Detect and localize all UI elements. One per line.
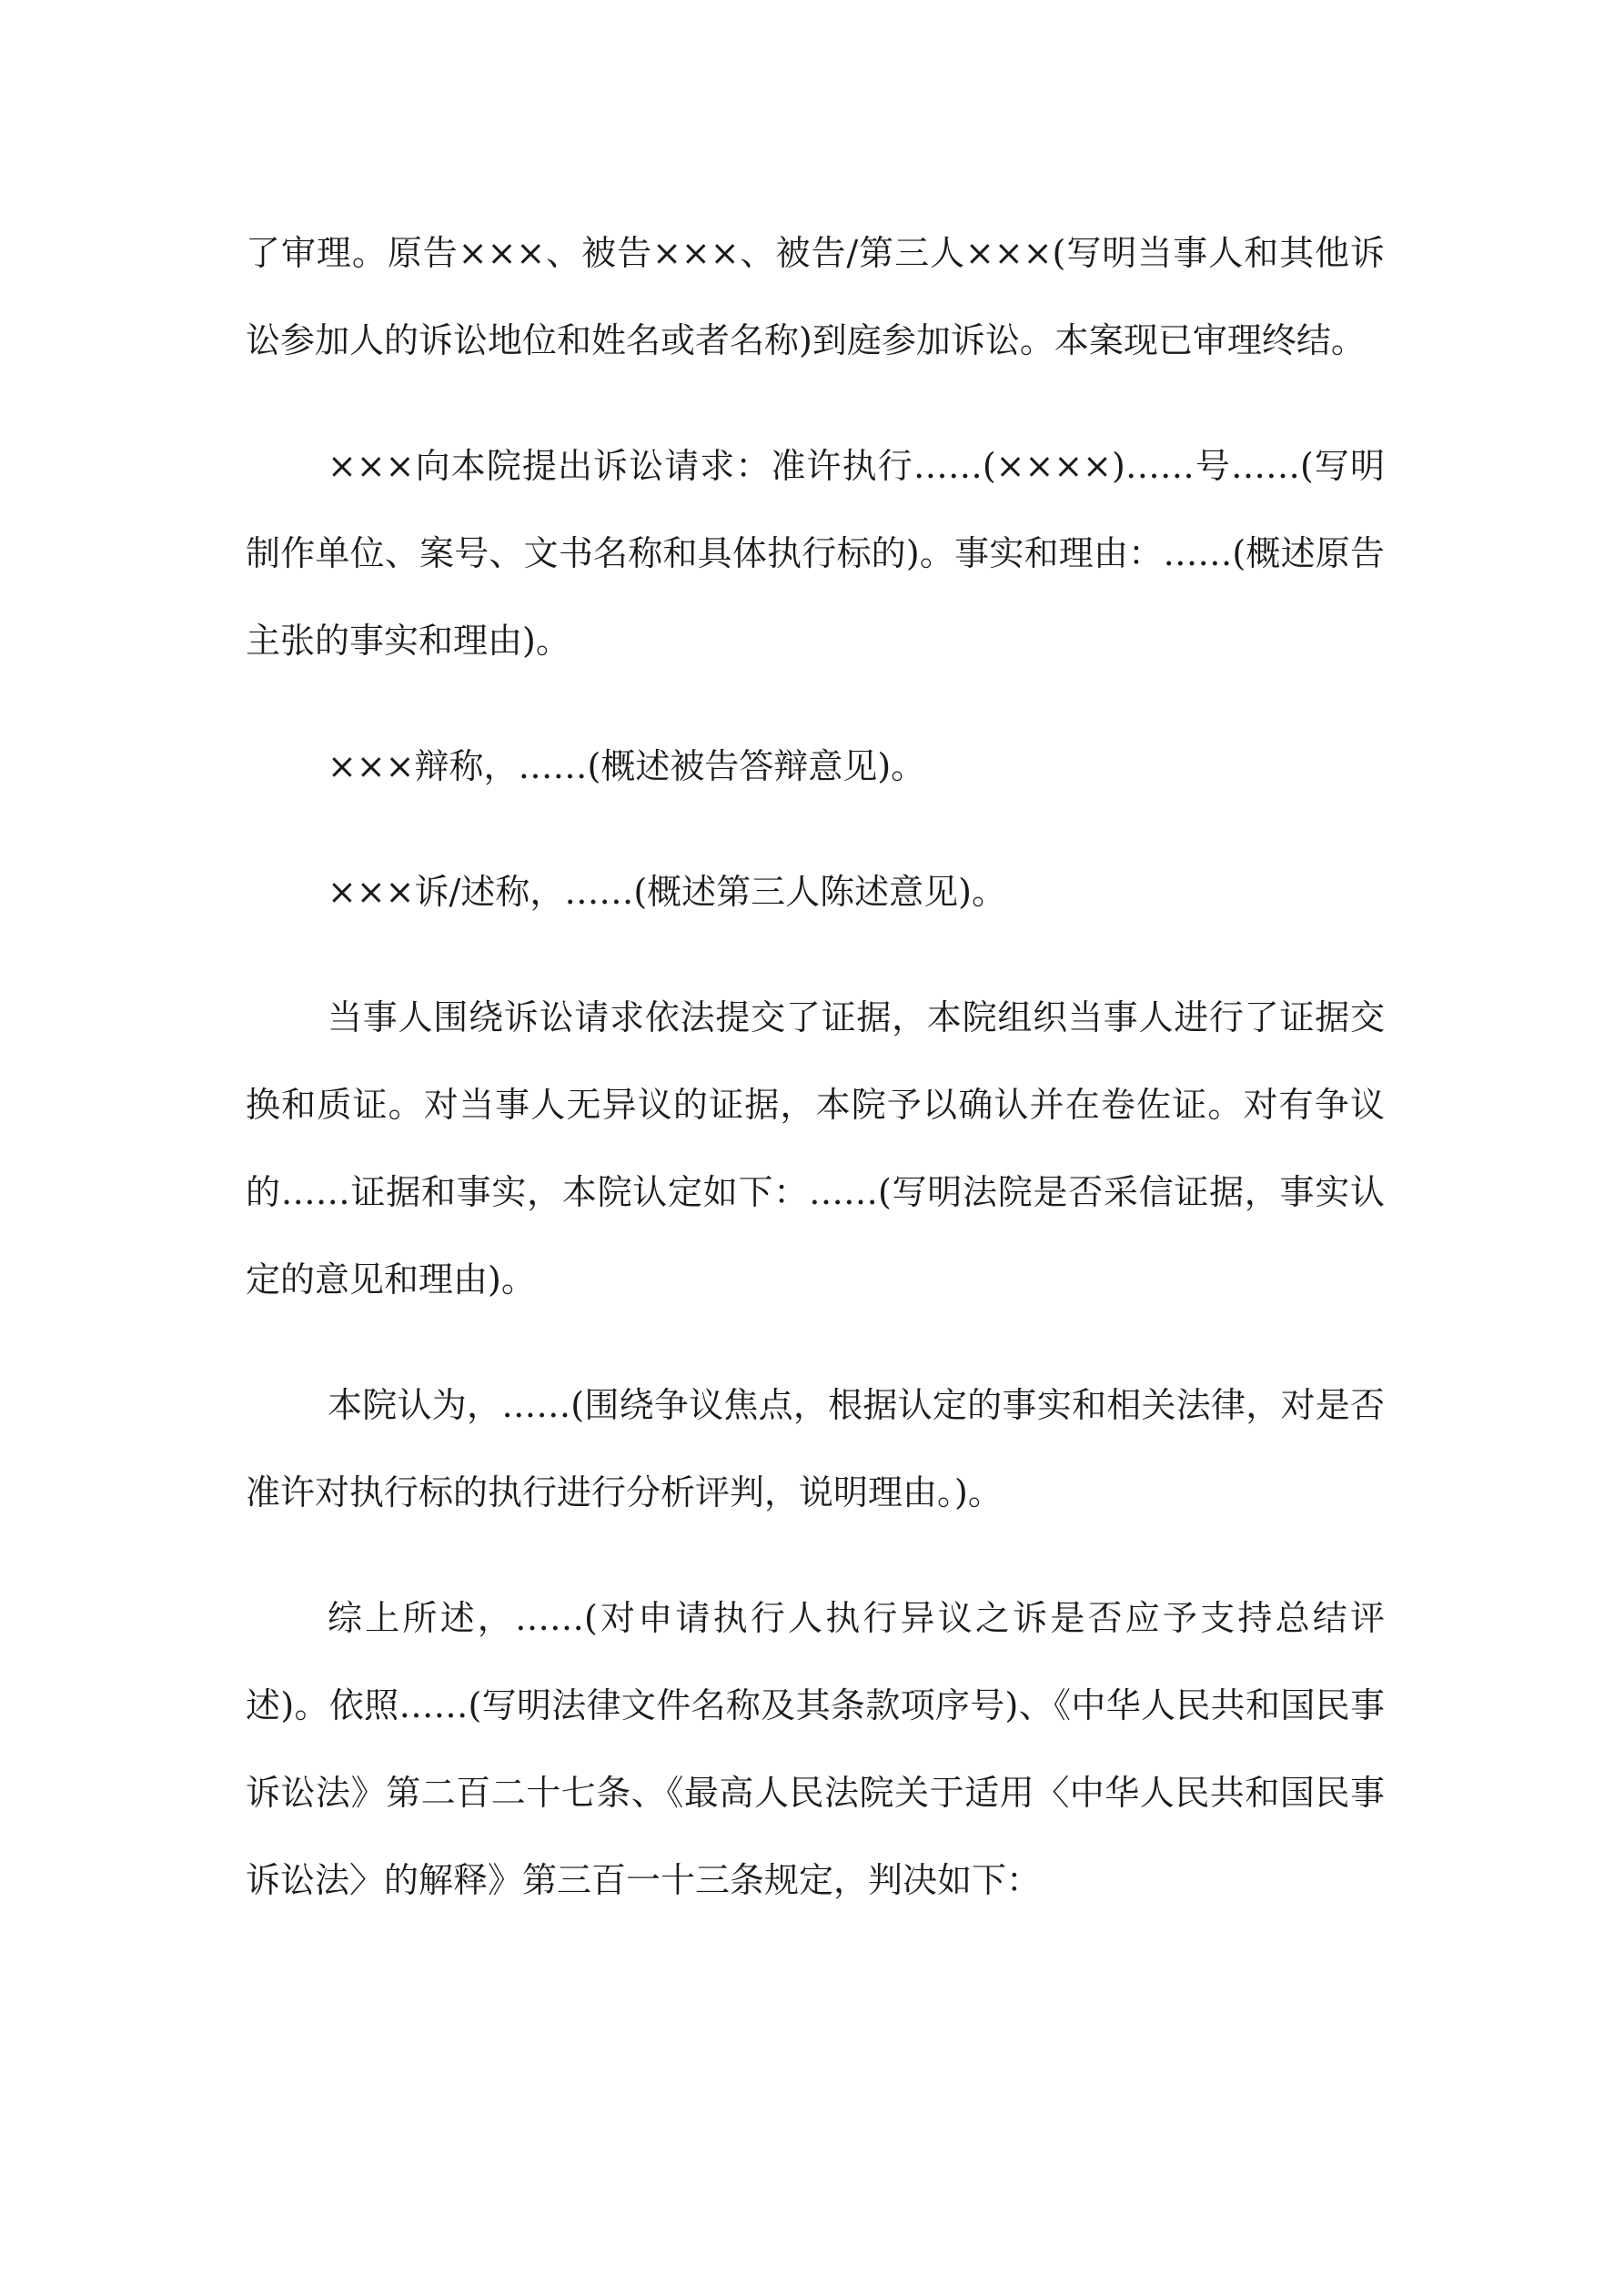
paragraph-defendant-defense: ×××辩称，……(概述被告答辩意见)。 [328,746,926,786]
paragraph-evidence: 当事人围绕诉讼请求依法提交了证据，本院组织当事人进行了证据交换和质证。对当事人无异议的证据，本院予以确认并在卷佐证。对有争议的……证据和事实，本院认定如下：……(写明法院是否采信证据，事实认定的意见和理由)。 [246,997,1385,1300]
document-body [246,209,1385,1962]
paragraph-conclusion: 综上所述，……(对申请执行人执行异议之诉是否应予支持总结评述)。依照……(写明法律文件名称及其条款项序号)、《中华人民共和国民事诉讼法》第二百二十七条、《最高人民法院关于适用〈中华人民共和国民事诉讼法〉的解释》第三百一十三条规定，判决如下： [246,1598,1385,1900]
paragraph-court-opinion: 本院认为，……(围绕争议焦点，根据认定的事实和相关法律，对是否准许对执行标的执行进行分析评判，说明理由。)。 [246,1385,1385,1512]
paragraph-third-party-statement: ×××诉/述称，……(概述第三人陈述意见)。 [328,872,1006,912]
paragraph-trial-intro: 了审理。原告×××、被告×××、被告/第三人×××(写明当事人和其他诉讼参加人的诉讼地位和姓名或者名称)到庭参加诉讼。本案现已审理终结。 [246,233,1385,360]
paragraph-plaintiff-claim: ×××向本院提出诉讼请求：准许执行……(××××)……号……(写明制作单位、案号、文书名称和具体执行标的)。事实和理由：……(概述原告主张的事实和理由)。 [246,446,1385,661]
